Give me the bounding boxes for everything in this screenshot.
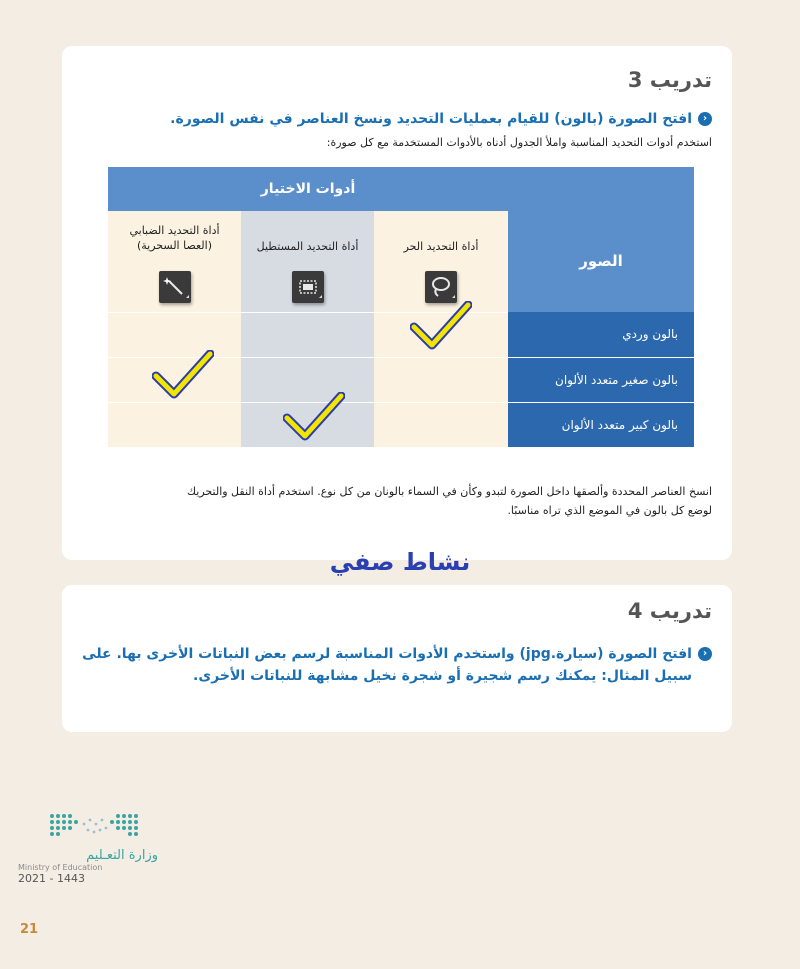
tool-label-rect-select: أداة التحديد المستطيل [256, 240, 359, 253]
row-label-pink-balloon: بالون وردي [508, 312, 694, 357]
exercise-4-line-1: افتح الصورة (سيارة.jpg) واستخدم الأدوات المناسبة لرسم بعض النباتات الأخرى بها. على [82, 646, 692, 662]
chevron-left-icon: ‹ [698, 647, 712, 661]
exercise-3-instruction [82, 108, 712, 130]
row-label-large-balloon: بالون كبير متعدد الألوان [508, 402, 694, 447]
check-mark-icon [283, 392, 345, 444]
page-number: 21 [20, 922, 39, 937]
chevron-left-icon: ‹ [698, 112, 712, 126]
check-mark-icon [410, 301, 472, 353]
paragraph-line-2: لوضع كل بالون في الموضع الذي تراه مناسبًا. [507, 504, 712, 517]
ministry-name-english: Ministry of Education [18, 863, 103, 872]
table-header-tools: أدوات الاختيار [108, 167, 508, 211]
exercise-3-title: تدريب 3 [627, 68, 712, 92]
table-header-images: الصور [508, 167, 694, 355]
exercise-4-card [62, 585, 732, 732]
paragraph-line-1: انسخ العناصر المحددة وألصقها داخل الصورة لتبدو وكأن في السماء بالونان من كل نوع. استخدم أداة النقل والتحريك [187, 485, 712, 498]
ministry-dots-logo-icon [48, 812, 158, 840]
ministry-logo [18, 812, 158, 885]
exercise-3-subtitle: استخدم أدوات التحديد المناسبة واملأ الجدول أدناه بالأدوات المستخدمة مع كل صورة: [326, 136, 712, 149]
tool-label-fuzzy-select [108, 223, 241, 253]
magic-wand-icon [159, 271, 191, 303]
row-label-small-balloon: بالون صغير متعدد الألوان [508, 357, 694, 402]
tool-label-free-select: أداة التحديد الحر [403, 240, 479, 253]
marquee-icon [292, 271, 324, 303]
tool-label-fuzzy-line1: أداة التحديد الضبابي [129, 224, 220, 237]
tool-label-fuzzy-line2: (العصا السحرية) [136, 239, 213, 252]
ministry-name-arabic: وزارة التعـليم [86, 848, 158, 863]
lasso-icon [425, 271, 457, 303]
exercise-4-title: تدريب 4 [627, 599, 712, 623]
edition-year: 2021 - 1443 [18, 872, 85, 885]
exercise-3-instruction-text: افتح الصورة (بالون) للقيام بعمليات التحديد ونسخ العناصر في نفس الصورة. [170, 111, 692, 127]
activity-label: نشاط صفي [329, 548, 471, 576]
column-fuzzy-select [108, 211, 241, 447]
exercise-4-instruction [82, 643, 712, 687]
exercise-3-paragraph [82, 482, 712, 520]
selection-tools-table [108, 167, 694, 447]
check-mark-icon [152, 350, 214, 402]
exercise-3-card [62, 46, 732, 560]
exercise-4-line-2: سبيل المثال: يمكنك رسم شجيرة أو شجرة نخيل مشابهة للنباتات الأخرى. [193, 668, 692, 684]
